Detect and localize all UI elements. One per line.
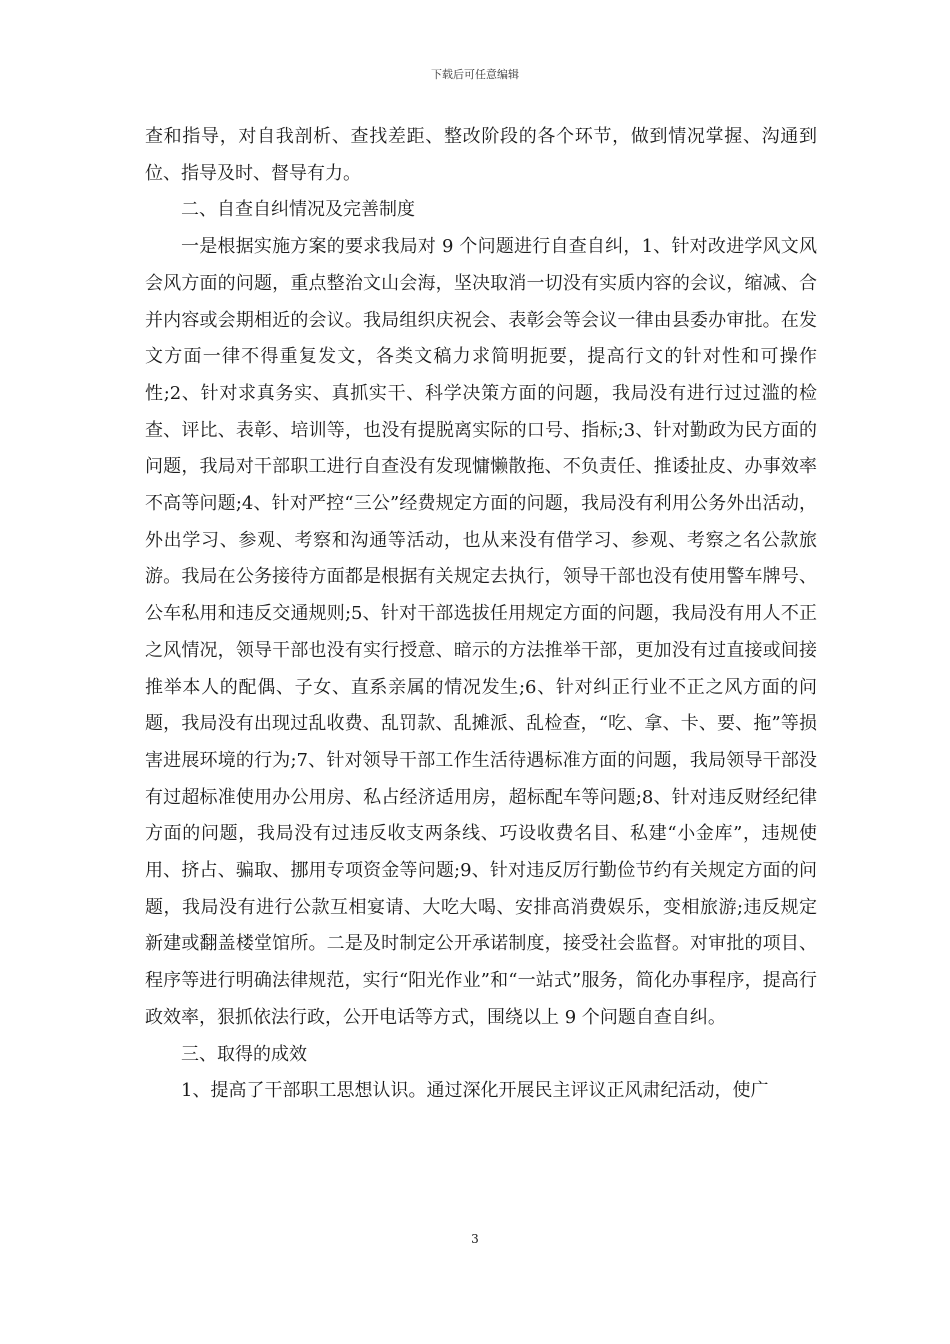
document-body bbox=[145, 119, 817, 1110]
page-header: 下载后可任意编辑 bbox=[431, 68, 519, 81]
paragraph-results-1: 1、提高了干部职工思想认识。通过深化开展民主评议正风肃纪活动，使广 bbox=[181, 1080, 769, 1102]
page-number: 3 bbox=[471, 1232, 479, 1246]
paragraph-continuation: 查和指导，对自我剖析、查找差距、整改阶段的各个环节，做到情况掌握、沟通到位、指导及时、督导有力。 bbox=[145, 126, 817, 184]
section-heading-3: 三、取得的成效 bbox=[181, 1043, 307, 1065]
section-heading-2: 二、自查自纠情况及完善制度 bbox=[181, 199, 415, 221]
paragraph-self-inspection: 一是根据实施方案的要求我局对 9 个问题进行自查自纠，1、针对改进学风文风会风方面的问题，重点整治文山会海，坚决取消一切没有实质内容的会议，缩减、合并内容或会期相近的会议。我局组织庆祝会、表彰会等会议一律由县委办审批。在发文方面一律不得重复发文，各类文稿力求简明扼要，提高行文的针对性和可操作性;2、针对求真务实、真抓实干、科学决策方面的问题，我局没有进行过过滥的检查、评比、表彰、培训等，也没有提脱离实际的口号、指标;3、针对勤政为民方面的问题，我局对干部职工进行自查没有发现慵懒散拖、不负责任、推诿扯皮、办事效率不高等问题;4、针对严控“三公”经费规定方面的问题，我局没有利用公务外出活动，外出学习、参观、考察和沟通等活动，也从来没有借学习、参观、考察之名公款旅游。我局在公务接待方面都是根据有关规定去执行，领导干部也没有使用警车牌号、公车私用和违反交通规则;5、针对干部选拔任用规定方面的问题，我局没有用人不正之风情况，领导干部也没有实行授意、暗示的方法推举干部，更加没有过直接或间接推举本人的配偶、子女、直系亲属的情况发生;6、针对纠正行业不正之风方面的问题，我局没有出现过乱收费、乱罚款、乱摊派、乱检查，“吃、拿、卡、要、拖”等损害进展环境的行为;7、针对领导干部工作生活待遇标准方面的问题，我局领导干部没有过超标准使用办公用房、私占经济适用房，超标配车等问题;8、针对违反财经纪律方面的问题，我局没有过违反收支两条线、巧设收费名目、私建“小金库”，违规使用、挤占、骗取、挪用专项资金等问题;9、针对违反厉行勤俭节约有关规定方面的问题，我局没有进行公款互相宴请、大吃大喝、安排高消费娱乐，变相旅游;违反规定新建或翻盖楼堂馆所。二是及时制定公开承诺制度，接受社会监督。对审批的项目、程序等进行明确法律规范，实行“阳光作业”和“一站式”服务，简化办事程序，提高行政效率，狠抓依法行政，公开电话等方式，围绕以上 9 个问题自查自纠。 bbox=[145, 236, 817, 1028]
